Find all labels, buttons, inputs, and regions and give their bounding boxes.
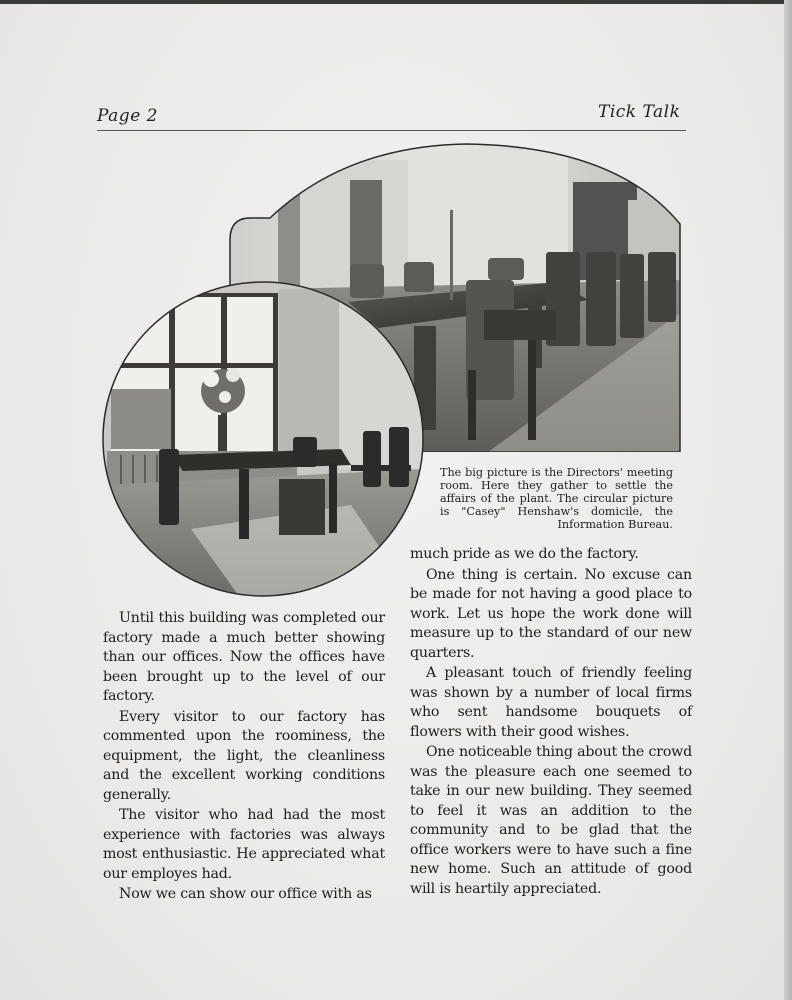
information-bureau-photo <box>101 279 425 599</box>
article-paragraph: Until this building was completed our factory made a much better showing than our offices. Now the offices have been brought up to the level of our factory. <box>103 610 385 704</box>
article-paragraph: Now we can show our office with as <box>119 886 372 902</box>
article-paragraph: One thing is certain. No excuse can be made for not having a good place to work. Let us hope the work done will measure up to the standard of our new quarters. <box>410 566 692 661</box>
article-left-column <box>103 609 385 905</box>
header-divider <box>97 130 686 131</box>
publication-title: Tick Talk <box>598 102 681 122</box>
article-paragraph: One noticeable thing about the crowd was the pleasure each one seemed to take in our new building. They seemed to feel it was an addition to the community and to be glad that the office workers were to have such a fine new home. Such an attitude of good will is heartily appreciated. <box>410 744 692 897</box>
photo-caption: The big picture is the Directors' meeting room. Here they gather to settle the affairs of the plant. The circular picture is "Casey" Henshaw's domicile, the Information Bureau. <box>440 466 673 531</box>
page-spine-edge <box>784 0 792 1000</box>
article-paragraph: Every visitor to our factory has commented upon the roominess, the equipment, the light, the cleanliness and the excellent working conditions generally. <box>103 708 385 803</box>
page-number: Page 2 <box>97 106 158 126</box>
article-paragraph: A pleasant touch of friendly feeling was shown by a number of local firms who sent handsome bouquets of flowers with their good wishes. <box>410 665 692 740</box>
article-right-column <box>410 545 692 899</box>
magazine-page <box>0 4 784 1000</box>
article-paragraph: The visitor who had had the most experience with factories was always most enthusiastic. He appreciated what our employes had. <box>103 807 385 882</box>
article-paragraph: much pride as we do the factory. <box>410 546 639 562</box>
